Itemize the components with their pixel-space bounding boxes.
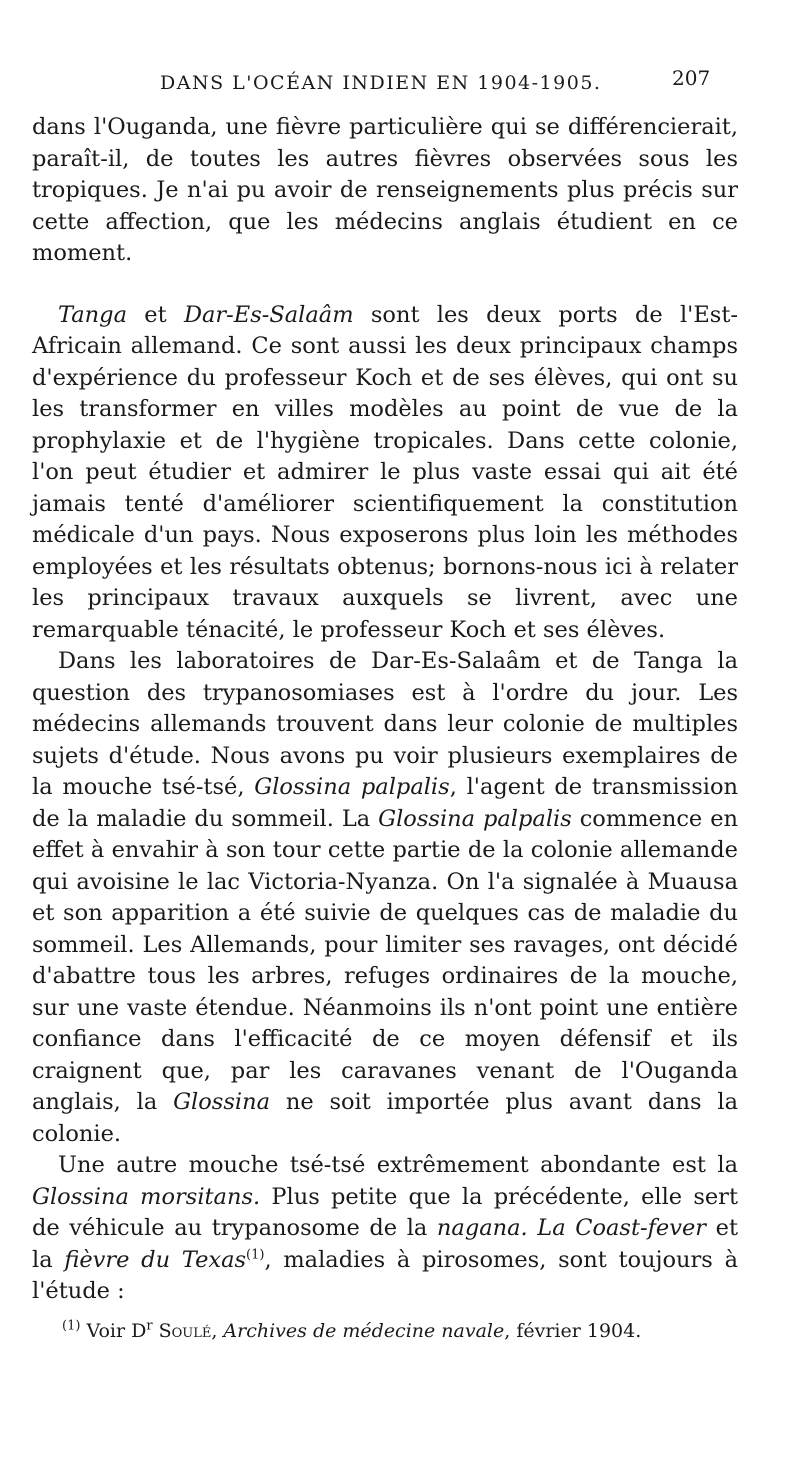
text-fragment: et (126, 301, 184, 328)
footnote-dr-superscript: r (146, 1318, 153, 1334)
footnote-reference: (1) (246, 1247, 265, 1262)
footnote-text: , février 1904. (504, 1320, 642, 1342)
paragraph-1-text: dans l'Ouganda, une fièvre particulière qui se différencierait, paraît-il, de toutes les autres fièvres observées sous les tropiques. Je n'ai pu avoir de renseignements plus précis sur cette affection, que les médecins anglais étudient en ce moment. (32, 114, 738, 266)
place-dar-es-salaam: Dar-Es-Salaâm (183, 301, 354, 328)
running-head: DANS L'OCÉAN INDIEN EN 1904-1905. (160, 72, 602, 94)
disease-name: nagana. (436, 1215, 528, 1241)
paragraph-4 (32, 1150, 738, 1308)
text-fragment: , maladies à pirosomes, sont toujours à l'étude : (32, 1246, 738, 1304)
text-fragment: commence en effet à envahir à son tour cette partie de la colonie allemande qui avoisine le lac Victoria-Nyanza. On l'a signalée à Muausa et son apparition a été suivie de quelques cas de maladie du sommeil. Les Allemands, pour limiter ses ravages, ont décidé d'abattre tous les arbres, refuges ordinaires de la mouche, sur une vaste étendue. Néanmoins ils n'ont point une entière confiance dans l'efficacité de ce moyen défensif et ils craignent que, par les caravanes venant de l'Ouganda anglais, la (32, 805, 738, 1115)
disease-name: fièvre du Texas (64, 1246, 247, 1273)
page-header (0, 62, 800, 102)
species-name: Glossina morsitans. (32, 1183, 261, 1210)
footnote-text: Voir D (80, 1320, 147, 1342)
text-fragment: , l'agent de transmission de la maladie du sommeil. La (32, 774, 738, 832)
text-fragment: ne soit importée plus avant dans la colonie. (32, 1089, 738, 1147)
footnote-journal: Archives de médecine navale (223, 1320, 505, 1342)
footnote (62, 1318, 742, 1344)
page-number: 207 (672, 66, 711, 90)
footnote-marker: (1) (62, 1318, 81, 1334)
text-fragment: sont les deux ports de l'Est-Africain allemand. Ce sont aussi les deux principaux champs d'expérience du professeur Koch et de ses élèves, qui ont su les transformer en villes modèles au point de vue de la prophylaxie et de l'hygiène tropicales. Dans cette colonie, l'on peut étudier et admirer le plus vaste essai qui ait été jamais tenté d'améliorer scientifiquement la constitution médicale d'un pays. Nous exposerons plus loin les méthodes employées et les résultats obtenus; bornons-nous ici à relater les principaux travaux auxquels se livrent, avec une remarquable ténacité, le professeur Koch et ses élèves. (32, 301, 738, 643)
body-text (32, 112, 738, 1308)
place-tanga: Tanga (58, 301, 127, 328)
species-name: Glossina palpalis (378, 805, 572, 832)
species-name: Glossina (173, 1089, 270, 1115)
text-fragment: Une autre mouche tsé-tsé extrêmement abondante est la (58, 1152, 738, 1178)
text-fragment: Dans les laboratoires de Dar-Es-Salaâm et de Tanga la question des trypanosomiases est à l'ordre du jour. Les médecins allemands trouvent dans leur colonie de multiples sujets d'étude. Nous avons pu voir plusieurs exemplaires de la mouche tsé-tsé, (32, 648, 738, 800)
text-fragment: Plus petite que la précédente, elle sert de véhicule au trypanosome de la (32, 1183, 738, 1241)
disease-name: La Coast-fever (537, 1215, 707, 1241)
text-fragment: et la (32, 1215, 738, 1273)
footnote-author: Soulé (152, 1320, 212, 1342)
paragraph-1 (32, 112, 738, 270)
text-fragment (528, 1215, 538, 1241)
species-name: Glossina palpalis (254, 774, 450, 800)
paragraph-3 (32, 646, 738, 1150)
footnote-text: , (211, 1320, 224, 1342)
paragraph-2 (32, 300, 738, 647)
